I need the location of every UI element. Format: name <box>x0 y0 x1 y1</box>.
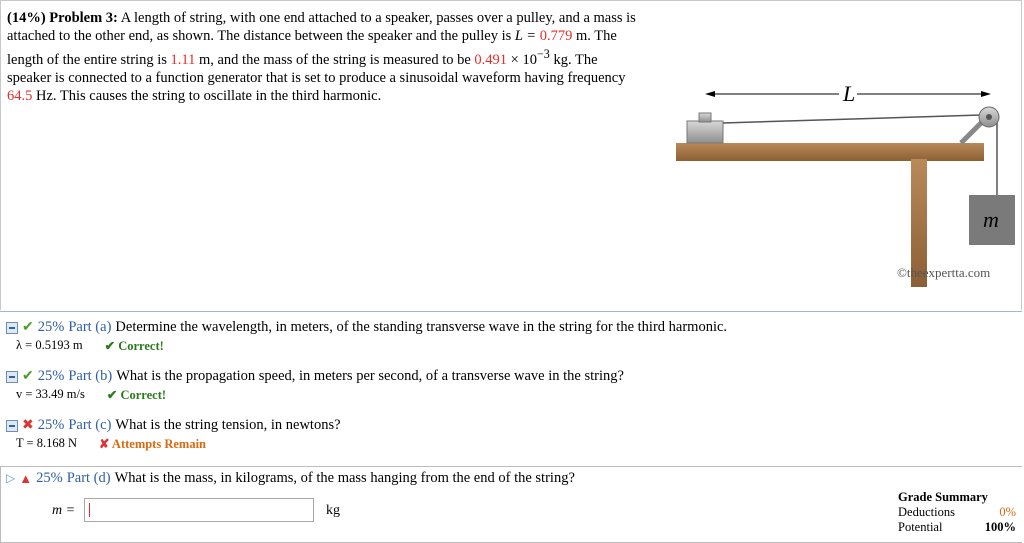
arrow-left-icon <box>705 91 715 97</box>
part-percent: 25% <box>36 470 63 486</box>
problem-text-5: Hz. This causes the string to oscillate in the third harmonic. <box>32 87 382 104</box>
given-mass: 0.491 <box>474 51 508 68</box>
problem-text-4: kg. The speaker is connected to a function generator that is set to produce a sinusoidal waveform having frequency <box>7 51 626 86</box>
status-badge: Correct! <box>120 388 167 402</box>
part-answer: λ = 0.5193 m <box>16 338 83 352</box>
part-answer: T = 8.168 N <box>16 436 77 450</box>
potential-label: Potential <box>898 520 943 534</box>
correct-check-icon: ✔ <box>104 339 119 353</box>
correct-check-icon: ✔ <box>106 388 121 402</box>
problem-text-1: A length of string, with one end attached to a speaker, passes over a pulley, and a mass is attached to the other end, as shown. The distance between the speaker and the pulley is <box>7 10 636 44</box>
part-name: Part (c) <box>68 417 112 433</box>
part-d <box>6 470 575 487</box>
x-icon: ✖ <box>22 418 34 433</box>
part-question: Determine the wavelength, in meters, of the standing transverse wave in the string for the third harmonic. <box>115 319 728 335</box>
part-name: Part (a) <box>68 319 112 335</box>
table-top <box>676 143 984 161</box>
speaker-cap <box>699 113 711 122</box>
deductions-value: 0% <box>999 505 1016 519</box>
part-percent: 25% <box>37 319 65 335</box>
speaker-icon <box>687 121 723 143</box>
text-caret <box>89 503 90 517</box>
warning-icon: ▲ <box>19 470 33 486</box>
status-badge: Correct! <box>118 339 164 353</box>
input-label: m = <box>52 503 76 518</box>
potential-value: 100% <box>984 520 1016 534</box>
L-symbol: L = <box>514 28 540 44</box>
part-name: Part (d) <box>66 470 111 486</box>
pulley-axle <box>986 114 992 120</box>
given-L: 0.779 <box>539 28 573 44</box>
speaker-pulley-figure <box>661 77 1023 287</box>
part-question: What is the string tension, in newtons? <box>115 417 341 433</box>
part-answer: v = 33.49 m/s <box>16 387 85 401</box>
mass-answer-input[interactable] <box>84 498 314 522</box>
part-question: What is the propagation speed, in meters per second, of a transverse wave in the string? <box>116 368 624 384</box>
part-a <box>6 319 727 354</box>
collapse-icon[interactable] <box>6 322 18 334</box>
grade-title: Grade Summary <box>898 490 988 504</box>
part-percent: 25% <box>37 368 65 384</box>
collapse-icon[interactable] <box>6 371 18 383</box>
deductions-label: Deductions <box>898 505 955 519</box>
watermark: ©theexpertta.com <box>897 265 991 280</box>
unit-label: kg <box>326 503 340 518</box>
problem-weight: (14%) <box>7 10 46 26</box>
part-percent: 25% <box>37 417 65 433</box>
part-question: What is the mass, in kilograms, of the mass hanging from the end of the string? <box>114 470 575 486</box>
problem-text-2: m. The length of the entire string is <box>7 28 617 68</box>
problem-statement <box>7 9 637 105</box>
arrow-right-icon <box>981 91 991 97</box>
x-mark-icon: ✘ <box>99 437 112 451</box>
part-name: Part (b) <box>68 368 113 384</box>
collapse-icon[interactable] <box>6 420 18 432</box>
checkmark-icon: ✔ <box>22 320 34 335</box>
mass-label: m <box>983 207 999 232</box>
problem-text-3: m, and the mass of the string is measured to be <box>195 51 471 68</box>
part-b <box>6 368 624 403</box>
status-badge: Attempts Remain <box>111 437 207 451</box>
given-frequency: 64.5 <box>7 87 33 104</box>
grade-summary <box>898 490 1016 535</box>
checkmark-icon: ✔ <box>22 369 34 384</box>
L-label: L <box>843 81 856 106</box>
divider <box>0 311 1022 312</box>
mass-exponent: −3 <box>536 47 550 61</box>
string <box>723 115 981 123</box>
mass-unit: × 10 <box>507 51 537 68</box>
given-string-length: 1.11 <box>170 51 196 68</box>
part-c <box>6 417 341 452</box>
expand-icon[interactable]: ▷ <box>6 471 16 485</box>
problem-label: Problem 3: <box>49 10 118 26</box>
